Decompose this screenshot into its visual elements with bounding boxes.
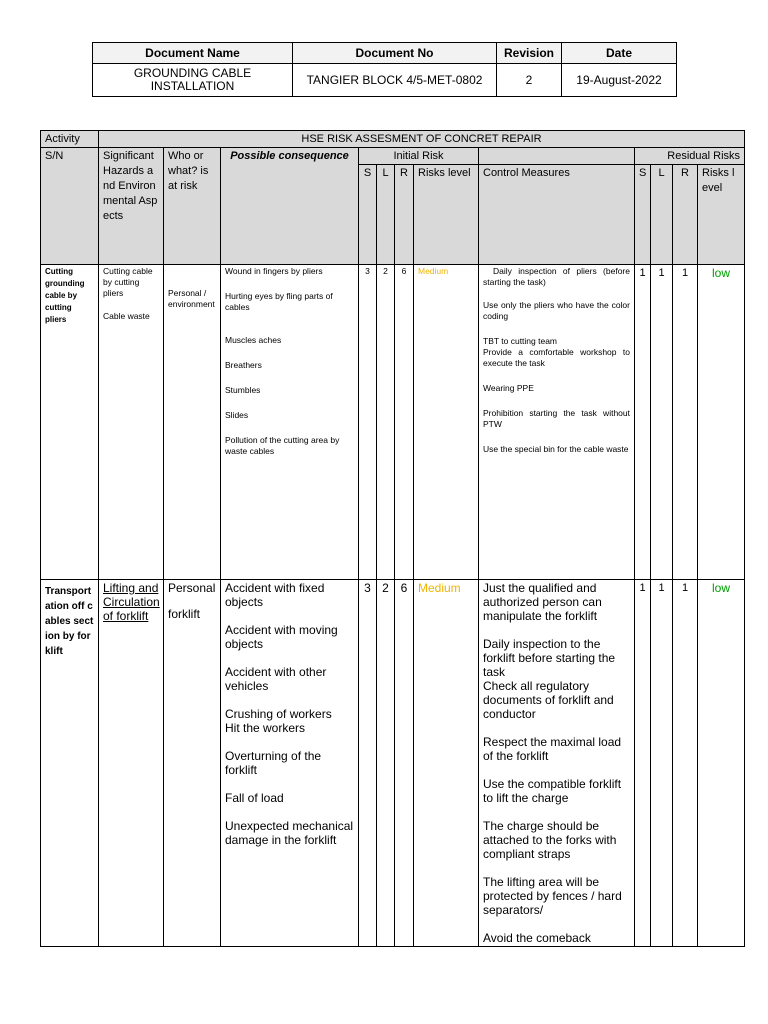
s-value: 3: [359, 580, 377, 947]
document-name-value: GROUNDING CABLE INSTALLATION: [93, 64, 293, 97]
residual-l-header: L: [651, 165, 673, 265]
residual-l-value: 1: [651, 580, 673, 947]
doc-name-header: Document Name: [93, 43, 293, 64]
l-value: 2: [377, 580, 395, 947]
revision-header: Revision: [497, 43, 562, 64]
consequence-header: Possible consequence: [221, 148, 359, 265]
l-value: 2: [377, 265, 395, 580]
consequences-cell: Accident with fixed objects Accident with moving objects Accident with other vehicles Crushing of workers Hit the workers Overturning of the forklift Fall of load Unexpected mechanical damage in the forklift: [221, 580, 359, 947]
hazards-cell: Lifting and Circulation of forklift: [99, 580, 164, 947]
residual-r-header: R: [673, 165, 698, 265]
risk-assessment-table: [40, 130, 745, 947]
sn-header: S/N: [41, 148, 99, 265]
residual-s-value: 1: [635, 265, 651, 580]
risks-level-header: Risks level: [414, 165, 479, 265]
residual-r-value: 1: [673, 580, 698, 947]
activity-cell: Transportation off cables section by forklift: [41, 580, 99, 947]
hazards-cell: Cutting cable by cutting pliers Cable waste: [99, 265, 164, 580]
table-row: [41, 580, 745, 947]
activity-header: Activity: [41, 131, 99, 148]
r-header: R: [395, 165, 414, 265]
control-measures-header: Control Measures: [479, 165, 635, 265]
doc-no-header: Document No: [293, 43, 497, 64]
revision-value: 2: [497, 64, 562, 97]
residual-level-header: Risks level: [698, 165, 745, 265]
consequences-cell: Wound in fingers by pliers Hurting eyes by fling parts of cables Muscles aches Breathers Stumbles Slides Pollution of the cutting area by waste cables: [221, 265, 359, 580]
risk-level-value: Medium: [414, 580, 479, 947]
residual-r-value: 1: [673, 265, 698, 580]
who-header: Who or what? is at risk: [164, 148, 221, 265]
table-title: HSE RISK ASSESMENT OF CONCRET REPAIR: [99, 131, 745, 148]
risk-level-value: Medium: [414, 265, 479, 580]
controls-cell: Just the qualified and authorized person can manipulate the forklift Daily inspection to the forklift before starting the task Check all regulatory documents of forklift and conductor Respect the maximal load of the forklift Use the compatible forklift to lift the charge The charge should be attached to the forks with compliant straps The lifting area will be protected by fences / hard separators/ Avoid the comeback: [479, 580, 635, 947]
activity-cell: Cutting grounding cable by cutting pliers: [41, 265, 99, 580]
r-value: 6: [395, 265, 414, 580]
residual-level-value: low: [698, 265, 745, 580]
document-no-value: TANGIER BLOCK 4/5-MET-0802: [293, 64, 497, 97]
s-header: S: [359, 165, 377, 265]
date-value: 19-August-2022: [562, 64, 677, 97]
residual-level-value: low: [698, 580, 745, 947]
who-cell: Personal forklift: [164, 580, 221, 947]
residual-s-value: 1: [635, 580, 651, 947]
date-header: Date: [562, 43, 677, 64]
initial-risk-header: Initial Risk: [359, 148, 479, 165]
residual-l-value: 1: [651, 265, 673, 580]
document-header-table: [92, 42, 677, 97]
s-value: 3: [359, 265, 377, 580]
who-cell: Personal / environment: [164, 265, 221, 580]
l-header: L: [377, 165, 395, 265]
controls-cell: Daily inspection of pliers (before starting the task) Use only the pliers who have the color coding TBT to cutting team Provide a comfortable workshop to execute the task Wearing PPE Prohibition starting the task without PTW Use the special bin for the cable waste: [479, 265, 635, 580]
table-row: [41, 265, 745, 580]
r-value: 6: [395, 580, 414, 947]
residual-s-header: S: [635, 165, 651, 265]
control-spacer: [479, 148, 635, 165]
residual-risk-header: Residual Risks: [635, 148, 745, 165]
hazards-header: Significant Hazards and Environmental Aspects: [99, 148, 164, 265]
